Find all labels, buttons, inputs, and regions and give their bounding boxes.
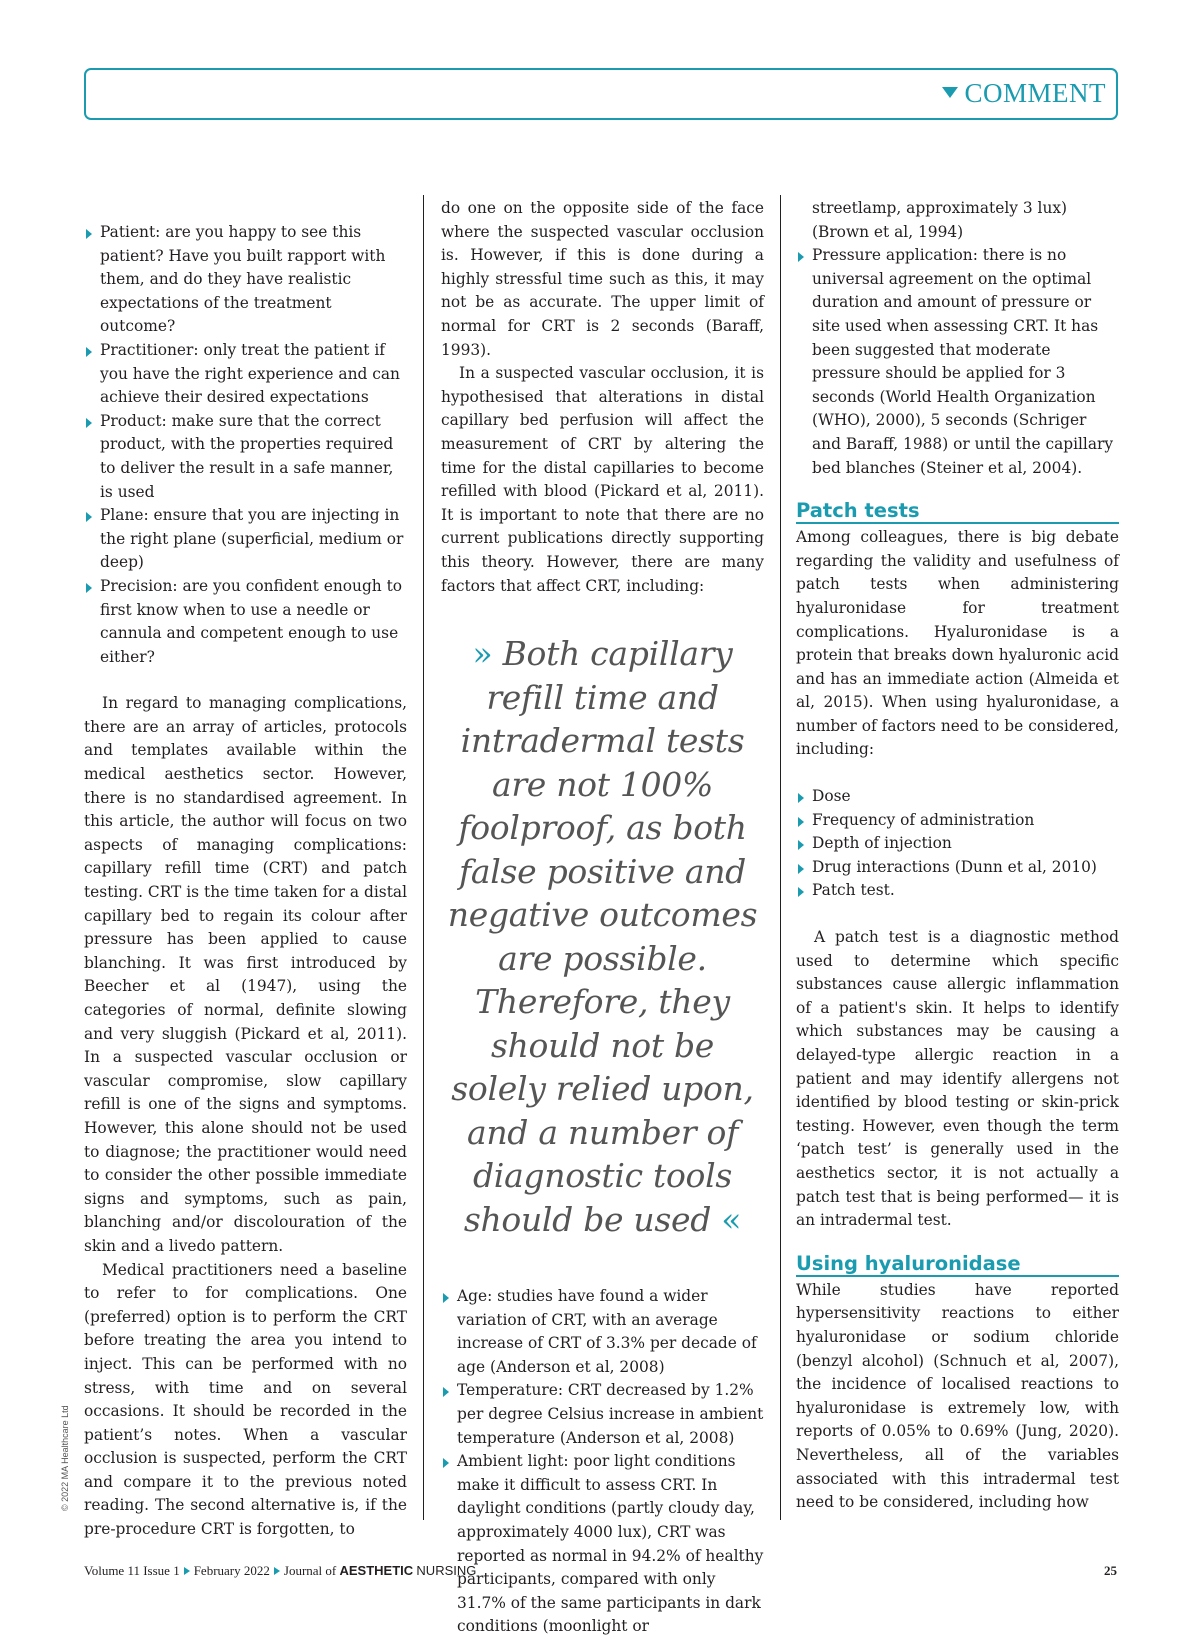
list-item: Age: studies have found a wider variation of CRT, with an average increase of CRT of 3.3% per decade of age (Anderson et al, 2008) bbox=[441, 1285, 764, 1379]
copyright-notice: © 2022 MA Healthcare Ltd bbox=[60, 1405, 70, 1511]
column-2 bbox=[441, 197, 764, 1639]
page-number: 25 bbox=[1104, 1563, 1117, 1578]
footer-volume: Volume 11 Issue 1 bbox=[84, 1563, 180, 1578]
triangle-right-icon bbox=[274, 1567, 280, 1575]
heading-patch-tests: Patch tests bbox=[796, 500, 1119, 524]
footer-journal-suffix: NURSING bbox=[416, 1563, 477, 1578]
list-continuation: streetlamp, approximately 3 lux) (Brown et al, 1994) bbox=[812, 199, 1068, 241]
quote-open-icon: » bbox=[472, 634, 493, 674]
list-item: Precision: are you confident enough to first know when to use a needle or cannula and competent enough to use either? bbox=[84, 575, 407, 669]
paragraph: In regard to managing complications, there are an array of articles, protocols and templates available within the medical aesthetics sector. However, there is no standardised agreement. In this article, the author will focus on two aspects of managing complications: capillary refill time (CRT) and patch testing. CRT is the time taken for a distal capillary bed to regain its colour after pressure has been applied to cause blanching. It was first introduced by Beecher et al (1947), using the categories of normal, definite slowing and very sluggish (Pickard et al, 2011). In a suspected vascular occlusion or vascular compromise, slow capillary refill is one of the signs and symptoms. However, this alone should not be used to diagnose; the practitioner would need to consider the other possible immediate signs and symptoms, such as pain, blanching and/or discolouration of the skin and a livedo pattern. bbox=[84, 694, 407, 1255]
column-1 bbox=[84, 221, 407, 1542]
list-item: Temperature: CRT decreased by 1.2% per degree Celsius increase in ambient temperature (Anderson et al, 2008) bbox=[441, 1379, 764, 1450]
list-item: Depth of injection bbox=[796, 832, 1119, 856]
list-item: Plane: ensure that you are injecting in the right plane (superficial, medium or deep) bbox=[84, 504, 407, 575]
list-item: Product: make sure that the correct product, with the properties required to deliver the result in a safe manner, is used bbox=[84, 410, 407, 504]
five-p-list bbox=[84, 221, 407, 669]
crt-factors-list bbox=[441, 1285, 764, 1639]
list-item: Pressure application: there is no universal agreement on the optimal duration and amount of pressure or site used when assessing CRT. It has been suggested that moderate pressure should be applied for 3 seconds (World Health Organization (WHO), 2000), 5 seconds (Schriger and Baraff, 1988) or until the capillary bed blanches (Steiner et al, 2004). bbox=[796, 244, 1119, 480]
pull-quote-text: Both capillary refill time and intradermal tests are not 100% foolproof, as both false positive and negative outcomes are possible. Therefore, they should not be solely relied upon, and a number of diagnostic tools should be used bbox=[447, 634, 758, 1239]
footer-journal-bold: AESTHETIC bbox=[339, 1563, 414, 1578]
column-divider-1 bbox=[423, 195, 424, 1520]
list-item: Ambient light: poor light conditions make it difficult to assess CRT. In daylight conditions (partly cloudy day, approximately 4000 lux), CRT was reported as normal in 94.2% of healthy participants, compared with only 31.7% of the same participants in dark conditions (moonlight or bbox=[441, 1450, 764, 1639]
paragraph: In a suspected vascular occlusion, it is hypothesised that alterations in distal capillary bed perfusion will affect the measurement of CRT by altering the time for the distal capillaries to become refilled with blood (Pickard et al, 2011). It is important to note that there are no current publications directly supporting this theory. However, there are many factors that affect CRT, including: bbox=[441, 364, 764, 595]
hyaluronidase-factors-list bbox=[796, 785, 1119, 903]
section-header-box bbox=[84, 68, 1118, 120]
section-label: COMMENT bbox=[964, 78, 1106, 108]
section-tag bbox=[942, 78, 1106, 109]
pull-quote bbox=[441, 632, 764, 1241]
heading-using-hyaluronidase: Using hyaluronidase bbox=[796, 1253, 1119, 1277]
triangle-right-icon bbox=[184, 1567, 190, 1575]
triangle-down-icon bbox=[942, 87, 958, 98]
paragraph: Medical practitioners need a baseline to refer to for complications. One (preferred) option is to perform the CRT before treating the area you intend to inject. This can be performed with no stress, with time and on several occasions. It should be recorded in the patient’s notes. When a vascular occlusion is suspected, perform the CRT and compare it to the previous noted reading. The second alternative is, if the pre-procedure CRT is forgotten, to bbox=[84, 1260, 407, 1539]
footer-date: February 2022 bbox=[193, 1563, 270, 1578]
list-item: Frequency of administration bbox=[796, 809, 1119, 833]
list-item: Patient: are you happy to see this patient? Have you built rapport with them, and do they have realistic expectations of the treatment outcome? bbox=[84, 221, 407, 339]
paragraph: While studies have reported hypersensitivity reactions to either hyaluronidase or sodium chloride (benzyl alcohol) (Schnuch et al, 2007), the incidence of localised reactions to hyaluronidase is extremely low, with reports of 0.05% to 0.69% (Jung, 2020). Nevertheless, all of the variables associated with this intradermal test need to be considered, including how bbox=[796, 1280, 1119, 1512]
list-item: Dose bbox=[796, 785, 1119, 809]
column-divider-2 bbox=[780, 195, 781, 1520]
list-item: Practitioner: only treat the patient if you have the right experience and can achieve their desired expectations bbox=[84, 339, 407, 410]
paragraph: Among colleagues, there is big debate regarding the validity and usefulness of patch tests when administering hyaluronidase for treatment complications. Hyaluronidase is a protein that breaks down hyaluronic acid and has an immediate action (Almeida et al, 2015). When using hyaluronidase, a number of factors need to be considered, including: bbox=[796, 528, 1119, 759]
crt-factors-list-cont bbox=[796, 244, 1119, 480]
footer-journal-prefix: Journal of bbox=[283, 1563, 337, 1578]
paragraph: do one on the opposite side of the face where the suspected vascular occlusion is. However, if this is done during a highly stressful time such as this, it may not be as accurate. The upper limit of normal for CRT is 2 seconds (Baraff, 1993). bbox=[441, 199, 764, 359]
list-item: Drug interactions (Dunn et al, 2010) bbox=[796, 856, 1119, 880]
column-3 bbox=[796, 197, 1119, 1515]
footer bbox=[84, 1563, 476, 1579]
paragraph: A patch test is a diagnostic method used to determine which specific substances cause allergic inflammation of a patient's skin. It helps to identify which substances may be causing a delayed-type allergic reaction in a patient and may identify allergens not identified by blood testing or skin-prick testing. However, even though the term ‘patch test’ is generally used in the aesthetics sector, it is not actually a patch test that is being performed— it is an intradermal test. bbox=[796, 928, 1119, 1230]
quote-close-icon: « bbox=[721, 1199, 742, 1239]
list-item: Patch test. bbox=[796, 879, 1119, 903]
